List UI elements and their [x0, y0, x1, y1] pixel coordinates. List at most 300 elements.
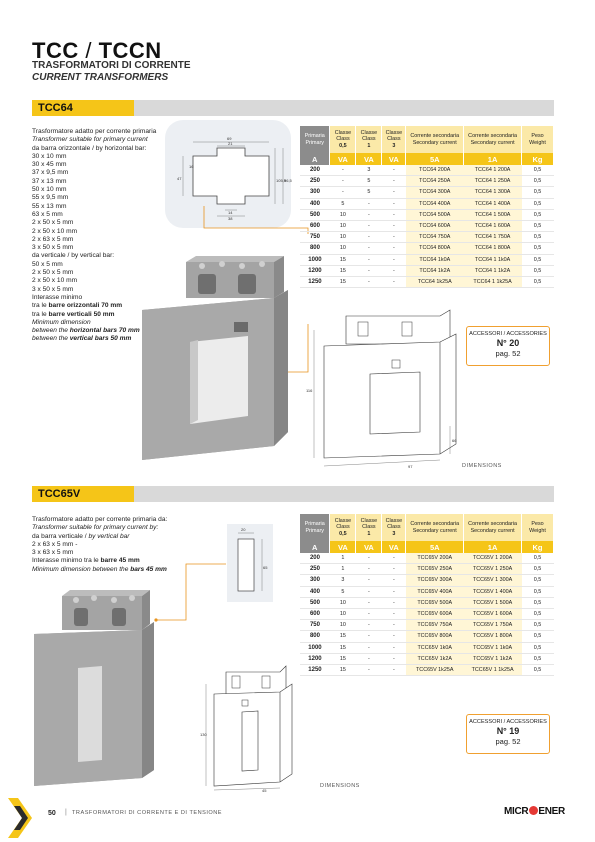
description-text: 3 x 50 x 5 mm: [32, 285, 74, 293]
description-text: 55 x 9,5 mm: [32, 194, 69, 202]
table-cell: 0,5: [522, 276, 554, 287]
column-header-line: Primaria: [304, 521, 325, 528]
description-bold: bars 45 mm: [130, 565, 167, 573]
table-cell: 200: [300, 165, 330, 176]
table-cell: -: [356, 620, 382, 631]
column-header-line: Class: [336, 136, 350, 143]
table-cell: -: [356, 276, 382, 287]
table-cell: TCC65V 1 400A: [464, 586, 522, 597]
table-cell: 400: [300, 198, 330, 209]
description-text: Interasse minimo tra le: [32, 557, 101, 565]
table-cell: TCC64 1 600A: [464, 220, 522, 231]
tcc65v-accessory-box[interactable]: [466, 714, 550, 754]
column-header-line: Class: [387, 524, 401, 531]
table-cell: -: [356, 243, 382, 254]
description-text: da verticale / by vertical bar:: [32, 252, 115, 260]
table-cell: -: [382, 564, 406, 575]
table-cell: 250: [300, 564, 330, 575]
table-cell: 1200: [300, 265, 330, 276]
table-cell: TCC64 1k0A: [406, 254, 464, 265]
column-header-line: Weight: [529, 139, 546, 146]
unit-header: VA: [356, 541, 382, 553]
table-cell: TCC65V 1 300A: [464, 575, 522, 586]
table-cell: 200: [300, 553, 330, 564]
section-tag-tcc65v: TCC65V: [32, 486, 134, 502]
unit-header: A: [300, 153, 330, 165]
column-header-line: Secondary current: [470, 139, 515, 146]
description-text: Interasse minimo: [32, 293, 83, 301]
table-cell: -: [382, 642, 406, 653]
table-row: [300, 209, 554, 220]
table-cell: TCC64 500A: [406, 209, 464, 220]
table-cell: 15: [330, 653, 356, 664]
accessory-label: ACCESSORI / ACCESSORIES: [469, 719, 547, 725]
dim-130: 130: [200, 732, 207, 737]
column-header: [464, 126, 522, 153]
description-line: [32, 145, 167, 153]
column-header: [406, 514, 464, 541]
table-cell: TCC64 750A: [406, 232, 464, 243]
column-header-line: Peso: [531, 133, 544, 140]
table-cell: 5: [330, 586, 356, 597]
table-cell: TCC65V 1 250A: [464, 564, 522, 575]
table-row: [300, 586, 554, 597]
tcc64-dimensions-label: DIMENSIONS: [462, 463, 502, 469]
table-row: [300, 642, 554, 653]
table-row: [300, 608, 554, 619]
description-text: 2 x 50 x 10 mm: [32, 227, 78, 235]
description-text: 30 x 10 mm: [32, 152, 67, 160]
column-header-line: Primary: [305, 527, 325, 534]
column-header-line: Classe: [334, 518, 352, 525]
table-cell: 15: [330, 254, 356, 265]
tcc64-table-body: [300, 165, 554, 288]
table-cell: -: [382, 220, 406, 231]
table-cell: -: [382, 176, 406, 187]
column-header: [464, 514, 522, 541]
logo-dot-icon: [529, 806, 538, 815]
table-cell: -: [356, 575, 382, 586]
table-row: [300, 653, 554, 664]
table-cell: -: [356, 631, 382, 642]
tcc65v-connector-lines: [150, 558, 240, 638]
table-cell: TCC65V 300A: [406, 575, 464, 586]
table-cell: 10: [330, 620, 356, 631]
column-header: [300, 514, 330, 541]
unit-header: A: [300, 541, 330, 553]
table-cell: TCC64 250A: [406, 176, 464, 187]
table-cell: -: [382, 597, 406, 608]
table-cell: 0,5: [522, 597, 554, 608]
table-cell: 5: [330, 198, 356, 209]
table-cell: 300: [300, 187, 330, 198]
table-cell: -: [382, 276, 406, 287]
table-cell: -: [356, 254, 382, 265]
table-cell: TCC64 1 1k2A: [464, 265, 522, 276]
table-cell: 0,5: [522, 209, 554, 220]
dim-66: 66: [452, 438, 457, 443]
column-header: [356, 514, 382, 541]
description-line: [32, 161, 167, 169]
table-row: [300, 265, 554, 276]
footer-separator: |: [65, 809, 67, 816]
description-line: [32, 516, 222, 524]
table-cell: TCC64 1 1k25A: [464, 276, 522, 287]
description-line: [32, 194, 167, 202]
tcc65v-spec-table: [300, 514, 554, 676]
description-line: [32, 203, 167, 211]
column-header-line: Corrente secondaria: [410, 133, 460, 140]
column-header-line: Class: [336, 524, 350, 531]
description-line: [32, 533, 222, 541]
description-line: [32, 178, 167, 186]
unit-header: 5A: [406, 153, 464, 165]
table-cell: -: [356, 220, 382, 231]
table-cell: TCC64 1 200A: [464, 165, 522, 176]
table-cell: TCC64 1k2A: [406, 265, 464, 276]
table-cell: -: [356, 664, 382, 675]
column-header-line: Secondary current: [412, 139, 457, 146]
table-cell: 0,5: [522, 642, 554, 653]
unit-header: VA: [382, 541, 406, 553]
column-header-line: Corrente secondaria: [468, 133, 518, 140]
description-text: 3 x 63 x 5 mm: [32, 549, 74, 557]
table-cell: TCC65V 1k25A: [406, 664, 464, 675]
description-text: Trasformatore adatto per corrente primaria da:: [32, 516, 168, 523]
accessory-number: N° 20: [496, 338, 520, 348]
table-row: [300, 243, 554, 254]
unit-header: VA: [356, 153, 382, 165]
table-cell: 0,5: [522, 165, 554, 176]
column-header-line: 1: [367, 142, 371, 149]
tcc65v-dimension-drawing: [200, 660, 312, 794]
section-bar-tcc64: [32, 100, 554, 116]
table-row: [300, 575, 554, 586]
dim-47: 47: [177, 176, 182, 181]
table-cell: 10: [330, 220, 356, 231]
description-text: 37 x 9,5 mm: [32, 169, 69, 177]
table-cell: -: [382, 243, 406, 254]
table-cell: -: [382, 265, 406, 276]
table-cell: -: [330, 187, 356, 198]
dim-38: 38: [228, 216, 233, 221]
tcc65v-dimensions-label: DIMENSIONS: [320, 783, 360, 789]
table-row: [300, 564, 554, 575]
table-cell: 300: [300, 575, 330, 586]
description-line: [32, 219, 167, 227]
table-cell: 600: [300, 220, 330, 231]
table-header-row: [300, 126, 554, 153]
table-cell: -: [330, 165, 356, 176]
table-cell: 800: [300, 631, 330, 642]
accessory-page: pag. 52: [495, 737, 521, 746]
table-cell: TCC64 1 500A: [464, 209, 522, 220]
table-cell: -: [382, 187, 406, 198]
table-cell: TCC64 600A: [406, 220, 464, 231]
table-cell: 750: [300, 620, 330, 631]
table-unit-row: [300, 541, 554, 553]
column-header-line: Weight: [529, 527, 546, 534]
description-text: 2 x 50 x 5 mm: [32, 219, 74, 227]
column-header-line: 3: [392, 530, 396, 537]
table-cell: 0,5: [522, 198, 554, 209]
table-cell: 1200: [300, 653, 330, 664]
description-text: da barra verticale /: [32, 532, 89, 540]
description-line: [32, 136, 167, 144]
title-tccn: TCCN: [98, 38, 162, 63]
column-header-line: Classe: [360, 518, 378, 525]
table-cell: -: [382, 653, 406, 664]
description-line: [32, 211, 167, 219]
column-header-line: Corrente secondaria: [410, 521, 460, 528]
tcc64-product-photo: [138, 256, 296, 466]
dim-97: 97: [408, 464, 413, 468]
table-cell: 500: [300, 209, 330, 220]
table-cell: TCC64 400A: [406, 198, 464, 209]
table-cell: 1000: [300, 254, 330, 265]
table-cell: 0,5: [522, 187, 554, 198]
table-cell: TCC64 1 1k0A: [464, 254, 522, 265]
tcc64-dimension-drawing: [300, 308, 468, 468]
table-cell: TCC65V 1 1k25A: [464, 664, 522, 675]
table-cell: TCC65V 1 600A: [464, 608, 522, 619]
table-row: [300, 553, 554, 564]
table-cell: TCC64 800A: [406, 243, 464, 254]
table-cell: TCC65V 400A: [406, 586, 464, 597]
description-line: [32, 236, 167, 244]
description-line: [32, 541, 222, 549]
dim-65: 65: [263, 565, 268, 570]
table-cell: 0,5: [522, 243, 554, 254]
table-cell: 400: [300, 586, 330, 597]
table-cell: 0,5: [522, 232, 554, 243]
table-cell: TCC64 1 250A: [464, 176, 522, 187]
table-cell: TCC65V 1k0A: [406, 642, 464, 653]
column-header-line: Primaria: [304, 133, 325, 140]
tcc64-table-head: [300, 126, 554, 165]
table-cell: 600: [300, 608, 330, 619]
table-cell: 500: [300, 597, 330, 608]
table-cell: -: [382, 165, 406, 176]
table-cell: 10: [330, 243, 356, 254]
table-cell: 15: [330, 265, 356, 276]
table-cell: TCC65V 200A: [406, 553, 464, 564]
column-header-line: Peso: [531, 521, 544, 528]
table-cell: TCC65V 1 1k0A: [464, 642, 522, 653]
dim-14: 14: [228, 210, 233, 215]
chevron-right-icon: [8, 798, 38, 838]
dim-20: 20: [241, 527, 246, 532]
table-cell: -: [356, 232, 382, 243]
unit-header: 1A: [464, 153, 522, 165]
column-header-line: 0,5: [339, 142, 347, 149]
micronener-logo: MICR ENER: [504, 806, 565, 817]
table-cell: TCC65V 1 500A: [464, 597, 522, 608]
description-italic: by vertical bar: [88, 532, 130, 540]
table-cell: TCC65V 250A: [406, 564, 464, 575]
description-text: tra le: [32, 310, 49, 318]
table-cell: 15: [330, 631, 356, 642]
table-cell: TCC65V 800A: [406, 631, 464, 642]
table-cell: -: [382, 631, 406, 642]
dim-96: 96,5: [284, 178, 292, 183]
table-row: [300, 631, 554, 642]
table-cell: TCC64 200A: [406, 165, 464, 176]
table-cell: TCC65V 1 750A: [464, 620, 522, 631]
table-cell: TCC65V 500A: [406, 597, 464, 608]
table-cell: -: [356, 653, 382, 664]
section-bar-tcc65v: [32, 486, 554, 502]
description-text: between the: [32, 327, 70, 335]
column-header: [522, 126, 554, 153]
table-cell: 10: [330, 597, 356, 608]
table-cell: TCC65V 1 800A: [464, 631, 522, 642]
table-cell: 15: [330, 276, 356, 287]
table-cell: -: [382, 209, 406, 220]
table-cell: 1: [330, 553, 356, 564]
table-row: [300, 165, 554, 176]
table-row: [300, 620, 554, 631]
tcc64-accessory-box[interactable]: [466, 326, 550, 366]
table-row: [300, 220, 554, 231]
table-cell: -: [356, 209, 382, 220]
column-header-line: Class: [387, 136, 401, 143]
description-bold: horizontal bars 70 mm: [69, 327, 140, 335]
description-text: Transformer suitable for primary current by:: [32, 524, 159, 532]
table-cell: 1250: [300, 664, 330, 675]
description-text: between the: [32, 335, 70, 343]
table-row: [300, 276, 554, 287]
table-cell: 15: [330, 642, 356, 653]
table-cell: -: [382, 553, 406, 564]
table-cell: 10: [330, 232, 356, 243]
description-text: Minimum dimension between the: [32, 565, 131, 573]
description-text: Trasformatore adatto per corrente primaria: [32, 128, 157, 135]
table-cell: 0,5: [522, 254, 554, 265]
table-cell: -: [382, 620, 406, 631]
column-header-line: Classe: [385, 130, 403, 137]
table-cell: 750: [300, 232, 330, 243]
column-header: [330, 126, 356, 153]
column-header-line: Secondary current: [470, 527, 515, 534]
description-line: [32, 128, 167, 136]
description-text: 2 x 50 x 10 mm: [32, 277, 78, 285]
section-tag-tcc64: TCC64: [32, 100, 134, 116]
description-line: [32, 186, 167, 194]
table-cell: 1250: [300, 276, 330, 287]
description-text: Minimum dimension: [32, 318, 91, 326]
unit-header: 5A: [406, 541, 464, 553]
unit-header: Kg: [522, 153, 554, 165]
tcc65v-table-body: [300, 553, 554, 676]
column-header-line: Primary: [305, 139, 325, 146]
tcc64-spec-table: [300, 126, 554, 288]
column-header-line: 0,5: [339, 530, 347, 537]
table-cell: -: [356, 265, 382, 276]
table-row: [300, 597, 554, 608]
subtitle-italian: TRASFORMATORI DI CORRENTE: [32, 60, 191, 71]
dim-105: 105,5: [276, 178, 287, 183]
column-header-line: Classe: [360, 130, 378, 137]
table-cell: 0,5: [522, 631, 554, 642]
unit-header: VA: [382, 153, 406, 165]
tcc65v-table-head: [300, 514, 554, 553]
description-text: 63 x 5 mm: [32, 210, 63, 218]
table-cell: TCC65V 1k2A: [406, 653, 464, 664]
description-text: Transformer suitable for primary current: [32, 136, 148, 144]
column-header: [382, 126, 406, 153]
unit-header: 1A: [464, 541, 522, 553]
description-text: 30 x 45 mm: [32, 161, 67, 169]
table-cell: TCC64 1 800A: [464, 243, 522, 254]
column-header-line: Corrente secondaria: [468, 521, 518, 528]
description-text: 3 x 50 x 5 mm: [32, 244, 74, 252]
table-header-row: [300, 514, 554, 541]
table-cell: -: [356, 553, 382, 564]
description-line: [32, 524, 222, 532]
accessory-page: pag. 52: [495, 349, 521, 358]
table-cell: -: [356, 642, 382, 653]
title-separator: /: [78, 38, 99, 63]
table-cell: 800: [300, 243, 330, 254]
table-cell: 0,5: [522, 664, 554, 675]
description-line: [32, 244, 167, 252]
table-cell: -: [356, 198, 382, 209]
table-row: [300, 187, 554, 198]
description-bold: barre verticali 50 mm: [48, 310, 115, 318]
description-text: 37 x 13 mm: [32, 177, 67, 185]
table-cell: 5: [356, 176, 382, 187]
description-text: 2 x 50 x 5 mm: [32, 269, 74, 277]
table-cell: 0,5: [522, 653, 554, 664]
column-header-line: Secondary current: [412, 527, 457, 534]
table-cell: -: [356, 608, 382, 619]
column-header: [330, 514, 356, 541]
column-header-line: Classe: [385, 518, 403, 525]
table-cell: 1: [330, 564, 356, 575]
description-text: 50 x 5 mm: [32, 260, 63, 268]
table-cell: -: [356, 564, 382, 575]
table-cell: -: [382, 664, 406, 675]
description-line: [32, 169, 167, 177]
table-cell: 0,5: [522, 265, 554, 276]
column-header: [356, 126, 382, 153]
dim-69: 69: [227, 136, 232, 141]
table-row: [300, 232, 554, 243]
description-line: [32, 549, 222, 557]
dim-45: 45: [262, 788, 267, 793]
accessory-number: N° 19: [496, 726, 520, 736]
column-header-line: Classe: [334, 130, 352, 137]
table-cell: TCC65V 750A: [406, 620, 464, 631]
table-row: [300, 176, 554, 187]
table-cell: 0,5: [522, 564, 554, 575]
table-cell: 5: [356, 187, 382, 198]
column-header: [406, 126, 464, 153]
table-cell: 250: [300, 176, 330, 187]
table-cell: -: [382, 254, 406, 265]
description-bold: vertical bars 50 mm: [69, 335, 132, 343]
description-text: 2 x 63 x 5 mm: [32, 235, 74, 243]
dim-21: 21: [228, 141, 233, 146]
description-line: [32, 228, 167, 236]
column-header: [522, 514, 554, 541]
table-cell: 10: [330, 209, 356, 220]
description-bold: barre 45 mm: [100, 557, 140, 565]
column-header-line: 1: [367, 530, 371, 537]
page-number: 50: [48, 810, 56, 817]
table-cell: TCC64 1 750A: [464, 232, 522, 243]
